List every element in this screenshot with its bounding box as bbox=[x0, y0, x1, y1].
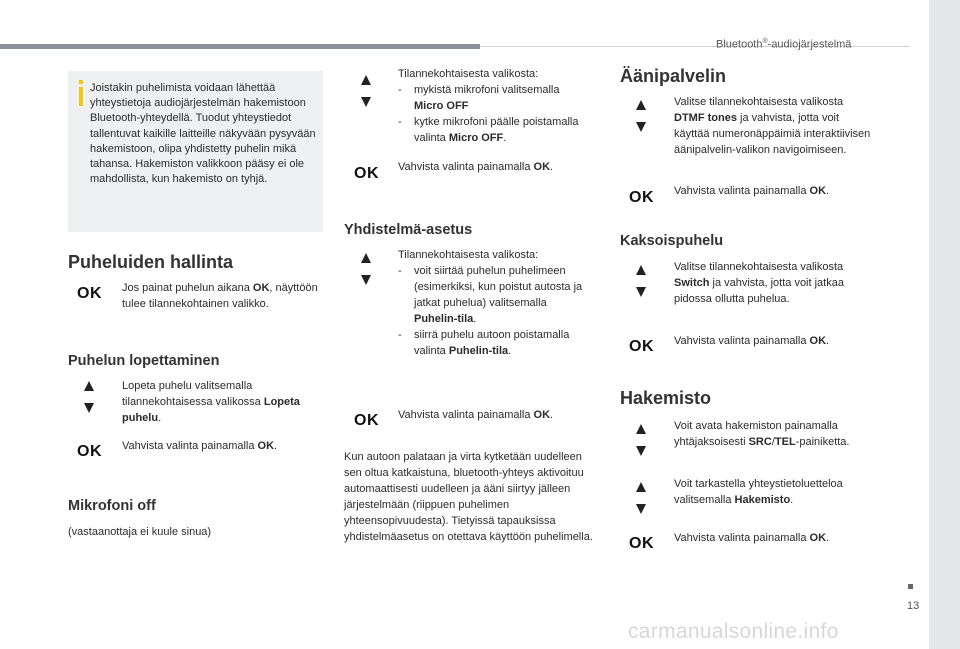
text-part: . bbox=[503, 132, 507, 144]
text-part: Vahvista valinta painamalla bbox=[122, 440, 258, 452]
kaksoispuhelu-text bbox=[674, 259, 874, 307]
up-down-arrows-icon bbox=[636, 424, 648, 458]
page-side-strip bbox=[929, 0, 960, 649]
hakemisto-confirm bbox=[674, 530, 874, 546]
ok-button-icon: OK bbox=[77, 285, 102, 302]
text-part: Valitse tilannekohtaisesta valikosta bbox=[674, 261, 844, 273]
text-part: . bbox=[158, 412, 162, 424]
text-part: . bbox=[473, 313, 477, 325]
text-part: Voit tarkastella yhteystietoluetteloa valitsemalla bbox=[674, 478, 843, 506]
text-part: . bbox=[274, 440, 278, 452]
info-icon bbox=[79, 80, 83, 106]
mic-menu-intro: Tilannekohtaisesta valikosta: bbox=[398, 68, 539, 80]
text-part: voit siirtää puhelun puhelimeen (esimerkiksi, kun poistut autosta ja jatkat puhelua) valitsemalla bbox=[414, 265, 583, 309]
text-part: . bbox=[550, 409, 554, 421]
up-down-arrows-icon bbox=[636, 100, 648, 134]
ok-button-icon: OK bbox=[629, 338, 654, 355]
text-part: . bbox=[826, 185, 830, 197]
text-bold: DTMF tones bbox=[674, 112, 737, 124]
ok-button-icon: OK bbox=[629, 535, 654, 552]
text-part: siirrä puhelu autoon poistamalla valinta bbox=[414, 329, 570, 357]
info-box bbox=[68, 71, 323, 232]
up-down-arrows-icon bbox=[361, 75, 373, 109]
mikrofoni-text: (vastaanottaja ei kuule sinua) bbox=[68, 526, 212, 538]
puheluiden-hallinta-text bbox=[122, 280, 322, 312]
up-down-arrows-icon bbox=[84, 381, 96, 415]
header-title-suffix: -audiojärjestelmä bbox=[767, 38, 852, 51]
text-bold: TEL bbox=[774, 436, 796, 448]
text-part: . bbox=[508, 345, 512, 357]
aanipalvelin-text bbox=[674, 94, 874, 158]
text-bold: OK bbox=[533, 161, 551, 173]
text-bold: Switch bbox=[674, 277, 710, 289]
text-bold: Micro OFF bbox=[414, 100, 469, 112]
lopettaminen-text bbox=[122, 378, 322, 426]
yhdistelma-paragraph: Kun autoon palataan ja virta kytketään uudelleen sen oltua katkaistuna, bluetooth-yhteys aktivoituu automaattisesti uudelleen ja ääni siirtyy jälleen järjestelmään (riippuen puhelimen yhteensopivuudesta). Tietyissä tapauksissa yhdistelmäasetus on otettava käyttöön puhelimella. bbox=[344, 451, 593, 543]
text-bold: Puhelin-tila bbox=[448, 345, 509, 357]
text-part: -painiketta. bbox=[795, 436, 850, 448]
text-bold: OK bbox=[252, 282, 270, 294]
text-bold: OK bbox=[257, 440, 275, 452]
text-part: mykistä mikrofoni valitsemalla bbox=[414, 84, 560, 96]
ok-button-icon: OK bbox=[354, 412, 379, 429]
header-title: Bluetooth bbox=[716, 38, 763, 51]
mic-menu-list bbox=[398, 82, 588, 146]
ok-button-icon: OK bbox=[354, 165, 379, 182]
hakemisto-text-1 bbox=[674, 418, 874, 450]
mic-menu-text bbox=[398, 66, 588, 146]
text-part: , näyttöön tulee tilannekohtainen valikko. bbox=[122, 282, 318, 310]
heading-mikrofoni-off: Mikrofoni off bbox=[68, 498, 156, 514]
heading-puhelun-lopettaminen: Puhelun lopettaminen bbox=[68, 353, 220, 369]
text-bold: Hakemisto bbox=[734, 494, 791, 506]
page-end-marker bbox=[908, 584, 913, 589]
info-box-text: Joistakin puhelimista voidaan lähettää yhteystietoja audiojärjestelmän hakemistoon Bluetooth-yhteydellä. Tuodut yhteystiedot tallentuvat kaikille laitteille näkyvään pysyvään hakemistoon, olipa yhdistetty puhelin mikä tahansa. Hakemiston valikkoon pääsy ei ole mahdollista, kun hakemisto on tyhjä. bbox=[90, 82, 316, 186]
heading-yhdistelma-asetus: Yhdistelmä-asetus bbox=[344, 222, 473, 238]
text-part: ja vahvista, jotta voit käyttää numeronäppäimiä interaktiivisen äänipalvelin-valikon navigoimiseen. bbox=[674, 112, 871, 156]
hakemisto-text-2 bbox=[674, 476, 874, 508]
header-bar bbox=[0, 44, 480, 49]
text-part: Valitse tilannekohtaisesta valikosta bbox=[674, 96, 844, 108]
header-registered-mark: ® bbox=[762, 38, 768, 45]
text-part: Vahvista valinta painamalla bbox=[398, 409, 534, 421]
lopettaminen-confirm bbox=[122, 438, 322, 454]
text-part: . bbox=[826, 335, 830, 347]
text-part: ja vahvista, jotta voit jatkaa pidossa ollutta puhelua. bbox=[674, 277, 844, 305]
kaksoispuhelu-confirm bbox=[674, 333, 874, 349]
text-bold: Puhelin-tila bbox=[414, 313, 474, 325]
text-part: Vahvista valinta painamalla bbox=[674, 185, 810, 197]
list-item bbox=[398, 263, 590, 327]
watermark: carmanualsonline.info bbox=[628, 620, 839, 643]
text-part: kytke mikrofoni päälle poistamalla valinta bbox=[414, 116, 579, 144]
mic-menu-confirm bbox=[398, 159, 588, 175]
ok-button-icon: OK bbox=[77, 443, 102, 460]
up-down-arrows-icon bbox=[636, 265, 648, 299]
up-down-arrows-icon bbox=[361, 253, 373, 287]
text-bold: OK bbox=[809, 335, 827, 347]
text-part: Vahvista valinta painamalla bbox=[398, 161, 534, 173]
list-item bbox=[398, 114, 588, 146]
heading-puheluiden-hallinta: Puheluiden hallinta bbox=[68, 252, 234, 272]
yhdistelma-list bbox=[398, 263, 590, 359]
text-part: / bbox=[771, 436, 775, 448]
page-number: 13 bbox=[907, 600, 920, 612]
text-bold: Micro OFF bbox=[448, 132, 504, 144]
text-part: Vahvista valinta painamalla bbox=[674, 335, 810, 347]
text-bold: SRC bbox=[748, 436, 772, 448]
text-part: Jos painat puhelun aikana bbox=[122, 282, 253, 294]
yhdistelma-text bbox=[398, 247, 590, 359]
text-part: Voit avata hakemiston painamalla yhtäjaksoisesti bbox=[674, 420, 838, 448]
ok-button-icon: OK bbox=[629, 189, 654, 206]
list-item bbox=[398, 327, 590, 359]
yhdistelma-confirm bbox=[398, 407, 588, 423]
heading-kaksoispuhelu: Kaksoispuhelu bbox=[620, 233, 724, 249]
text-bold: OK bbox=[809, 532, 827, 544]
page-header bbox=[716, 38, 851, 51]
text-part: Lopeta puhelu valitsemalla tilannekohtaisessa valikossa bbox=[122, 380, 264, 408]
heading-aanipalvelin: Äänipalvelin bbox=[620, 66, 727, 86]
text-bold: OK bbox=[809, 185, 827, 197]
text-part: Vahvista valinta painamalla bbox=[674, 532, 810, 544]
text-bold: Lopeta puhelu bbox=[122, 396, 300, 424]
text-part: . bbox=[550, 161, 554, 173]
text-bold: OK bbox=[533, 409, 551, 421]
text-part: . bbox=[826, 532, 830, 544]
up-down-arrows-icon bbox=[636, 482, 648, 516]
text-part: . bbox=[790, 494, 794, 506]
list-item bbox=[398, 82, 588, 114]
heading-hakemisto: Hakemisto bbox=[620, 388, 712, 408]
aanipalvelin-confirm bbox=[674, 183, 874, 199]
yhdistelma-intro: Tilannekohtaisesta valikosta: bbox=[398, 249, 539, 261]
